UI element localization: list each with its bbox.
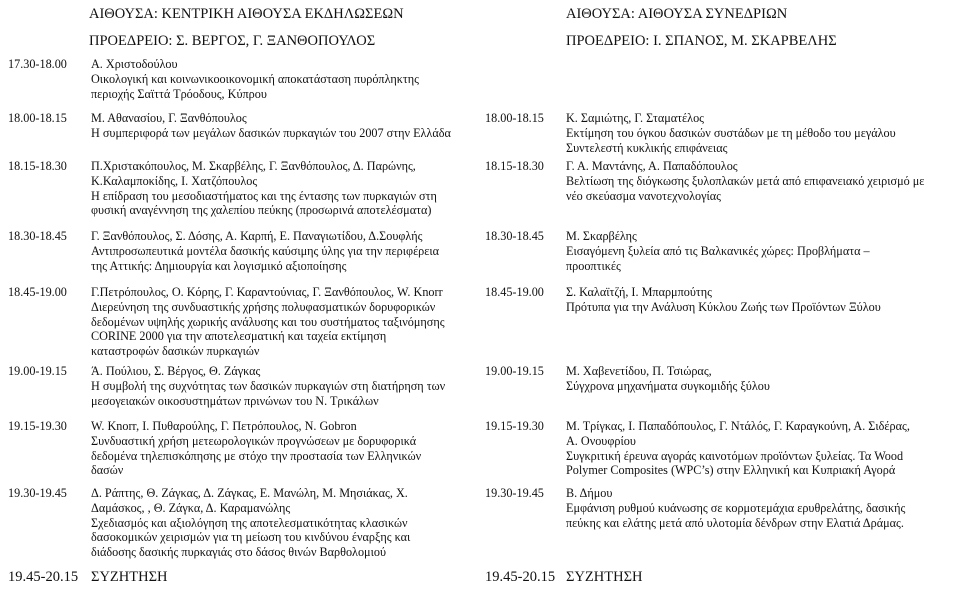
right-session-entry xyxy=(566,159,924,203)
right-session-time: 18.30-18.45 xyxy=(485,229,544,243)
session-title-line: περιοχής Σαϊττά Τρόοδους, Κύπρου xyxy=(91,86,267,101)
session-title-line: Συντελεστή κυκλικής επιφάνειας xyxy=(566,140,728,155)
right-discussion-time: 19.45-20.15 xyxy=(485,569,556,585)
left-session-entry xyxy=(91,486,410,560)
session-authors: Μ. Χαβενετίδου, Π. Τσιώρας, xyxy=(566,364,712,378)
right-chair: ΠΡΟΕΔΡΕΙΟ: Ι. ΣΠΑΝΟΣ, Μ. ΣΚΑΡΒΕΛΗΣ xyxy=(566,33,837,49)
left-session-time: 18.00-18.15 xyxy=(8,111,67,125)
session-title-line: μεσογειακών οικοσυστημάτων πρινώνων του Ν. Τρικάλων xyxy=(91,393,379,408)
session-title-line: Σχεδιασμός και αξιολόγηση της αποτελεσματικότητας κλασικών xyxy=(91,515,408,530)
right-session-entry xyxy=(566,285,881,315)
left-hall-title: ΑΙΘΟΥΣΑ: ΚΕΝΤΡΙΚΗ ΑΙΘΟΥΣΑ ΕΚΔΗΛΩΣΕΩΝ xyxy=(89,6,404,22)
session-authors: Μ. Σκαρβέλης xyxy=(566,229,637,243)
session-title-line: δεδομένα τηλεπισκόπησης με στόχο την προστασία των Ελληνικών xyxy=(91,448,422,463)
session-title-line: Συνδυαστική χρήση μετεωρολογικών προγνώσεων με δορυφορικά xyxy=(91,433,417,448)
session-title-line: CORINE 2000 για την αποτελεσματική και ταχεία εκτίμηση xyxy=(91,329,387,344)
session-title-line: Διερεύνηση της συνδυαστικής χρήσης πολυφασματικών δορυφορικών xyxy=(91,299,436,314)
session-title-line: Η συμβολή της συχνότητας των δασικών πυρκαγιών στη διατήρηση των xyxy=(91,378,446,393)
left-session-entry xyxy=(91,285,445,359)
session-title-line: Οικολογική και κοινωνικοοικονομική αποκατάσταση πυρόπληκτης xyxy=(91,71,419,86)
session-authors: Σ. Καλαϊτζή, Ι. Μπαρμπούτης xyxy=(566,285,712,299)
session-title-line: Εμφάνιση ρυθμού κυάνωσης σε κορμοτεμάχια ερυθρελάτης, δασικής xyxy=(566,500,906,515)
left-session-time: 18.45-19.00 xyxy=(8,285,67,299)
session-title-line: Η συμπεριφορά των μεγάλων δασικών πυρκαγιών του 2007 στην Ελλάδα xyxy=(91,125,451,140)
right-session-entry xyxy=(566,419,910,478)
session-title-line: προοπτικές xyxy=(566,258,621,273)
right-session-time: 19.00-19.15 xyxy=(485,364,544,378)
session-title-line: Βελτίωση της διόγκωσης ξυλοπλακών μετά από επιφανειακό χειρισμό με xyxy=(566,173,925,188)
left-session-entry xyxy=(91,57,419,101)
session-authors: W. Knorr, Ι. Πυθαρούλης, Γ. Πετρόπουλος, N. Gobron xyxy=(91,419,357,433)
right-session-time: 18.00-18.15 xyxy=(485,111,544,125)
session-title-line: φυσική αναγέννηση της χαλεπίου πεύκης (προσωρινά αποτελέσματα) xyxy=(91,203,432,218)
session-title-line: δεδομένων υψηλής χωρικής ανάλυσης και του συστήματος ταξινόμησης xyxy=(91,314,445,329)
session-authors: Γ. Α. Μαντάνης, Α. Παπαδόπουλος xyxy=(566,159,738,173)
left-session-entry xyxy=(91,229,439,273)
right-session-time: 19.30-19.45 xyxy=(485,486,544,500)
session-authors: Α. Χριστοδούλου xyxy=(91,57,178,71)
session-title-line: διάδοσης δασικής πυρκαγιάς στο δάσος θινών Βαρθολομιού xyxy=(91,545,386,560)
session-title-line: Εκτίμηση του όγκου δασικών συστάδων με τη μέθοδο του μεγάλου xyxy=(566,125,896,140)
left-session-entry xyxy=(91,364,445,408)
session-title-line: πεύκης και ελάτης μετά από υλοτομία δένδρων στην Ελατιά Δράμας. xyxy=(566,515,904,530)
left-discussion-label: ΣΥΖΗΤΗΣΗ xyxy=(91,569,168,585)
session-title-line: δασών xyxy=(91,463,124,478)
session-title-line: Αντιπροσωπευτικά μοντέλα δασικής καύσιμης ύλης για την περιφέρεια xyxy=(91,243,440,258)
right-session-entry xyxy=(566,229,870,273)
left-session-time: 17.30-18.00 xyxy=(8,57,67,71)
left-session-time: 19.30-19.45 xyxy=(8,486,67,500)
session-title-line: Κ.Καλαμποκίδης, Ι. Χατζόπουλος xyxy=(91,173,258,188)
session-title-line: Η επίδραση του μεσοδιαστήματος και της έντασης των πυρκαγιών στη xyxy=(91,188,437,203)
session-title-line: Εισαγόμενη ξυλεία από τις Βαλκανικές χώρες: Προβλήματα – xyxy=(566,243,870,258)
session-title-line: Σύγχρονα μηχανήματα συγκομιδής ξύλου xyxy=(566,378,770,393)
session-authors: Β. Δήμου xyxy=(566,486,613,500)
session-authors: Γ.Πετρόπουλος, Ο. Κόρης, Γ. Καραντούνιας, Γ. Ξανθόπουλος, W. Knorr xyxy=(91,285,443,299)
session-title-line: νέο σκεύασμα νανοτεχνολογίας xyxy=(566,188,721,203)
session-authors: Γ. Ξανθόπουλος, Σ. Δόσης, Α. Καρπή, Ε. Παναγιωτίδου, Δ.Σουφλής xyxy=(91,229,423,243)
session-title-line: δασοκομικών χειρισμών για τη μείωση του κινδύνου έναρξης και xyxy=(91,530,411,545)
session-authors: Μ. Αθανασίου, Γ. Ξανθόπουλος xyxy=(91,111,247,125)
session-title-line: Συγκριτική έρευνα αγοράς καινοτόμων προϊόντων ξυλείας. Τα Wood xyxy=(566,448,904,463)
session-title-line: της Αττικής: Δημιουργία και λογισμικό αξιοποίησης xyxy=(91,258,347,273)
session-authors: Π.Χριστακόπουλος, Μ. Σκαρβέλης, Γ. Ξανθόπουλος, Δ. Παρώνης, xyxy=(91,159,416,173)
left-session-time: 18.30-18.45 xyxy=(8,229,67,243)
left-discussion-time: 19.45-20.15 xyxy=(8,569,79,585)
session-title-line: Πρότυπα για την Ανάλυση Κύκλου Ζωής των Προϊόντων Ξύλου xyxy=(566,299,881,314)
left-session-entry xyxy=(91,111,451,141)
session-title-line: Polymer Composites (WPC’s) στην Ελληνική και Κυπριακή Αγορά xyxy=(566,463,896,478)
left-session-entry xyxy=(91,419,421,478)
right-session-time: 18.45-19.00 xyxy=(485,285,544,299)
session-title-line: Α. Ονουφρίου xyxy=(566,433,636,448)
session-title-line: Δαμάσκος, , Θ. Ζάγκα, Δ. Καραμανώλης xyxy=(91,500,291,515)
session-authors: Δ. Ράπτης, Θ. Ζάγκας, Δ. Ζάγκας, Ε. Μανώλη, Μ. Μησιάκας, Χ. xyxy=(91,486,408,500)
session-authors: Ά. Πούλιου, Σ. Βέργος, Θ. Ζάγκας xyxy=(91,364,261,378)
right-session-time: 19.15-19.30 xyxy=(485,419,544,433)
left-session-entry xyxy=(91,159,437,218)
left-chair: ΠΡΟΕΔΡΕΙΟ: Σ. ΒΕΡΓΟΣ, Γ. ΞΑΝΘΟΠΟΥΛΟΣ xyxy=(89,33,376,49)
right-hall-title: ΑΙΘΟΥΣΑ: ΑΙΘΟΥΣΑ ΣΥΝΕΔΡΙΩΝ xyxy=(566,6,788,22)
left-session-time: 19.00-19.15 xyxy=(8,364,67,378)
right-session-time: 18.15-18.30 xyxy=(485,159,544,173)
left-session-time: 18.15-18.30 xyxy=(8,159,67,173)
session-title-line: καταστροφών δασικών πυρκαγιών xyxy=(91,344,260,359)
right-session-entry xyxy=(566,486,905,530)
right-session-entry xyxy=(566,111,896,155)
session-authors: Μ. Τρίγκας, Ι. Παπαδόπουλος, Γ. Ντάλός, Γ. Καραγκούνη, Α. Σιδέρας, xyxy=(566,419,910,433)
right-discussion-label: ΣΥΖΗΤΗΣΗ xyxy=(566,569,643,585)
right-session-entry xyxy=(566,364,770,394)
session-authors: Κ. Σαμιώτης, Γ. Σταματέλος xyxy=(566,111,704,125)
left-session-time: 19.15-19.30 xyxy=(8,419,67,433)
